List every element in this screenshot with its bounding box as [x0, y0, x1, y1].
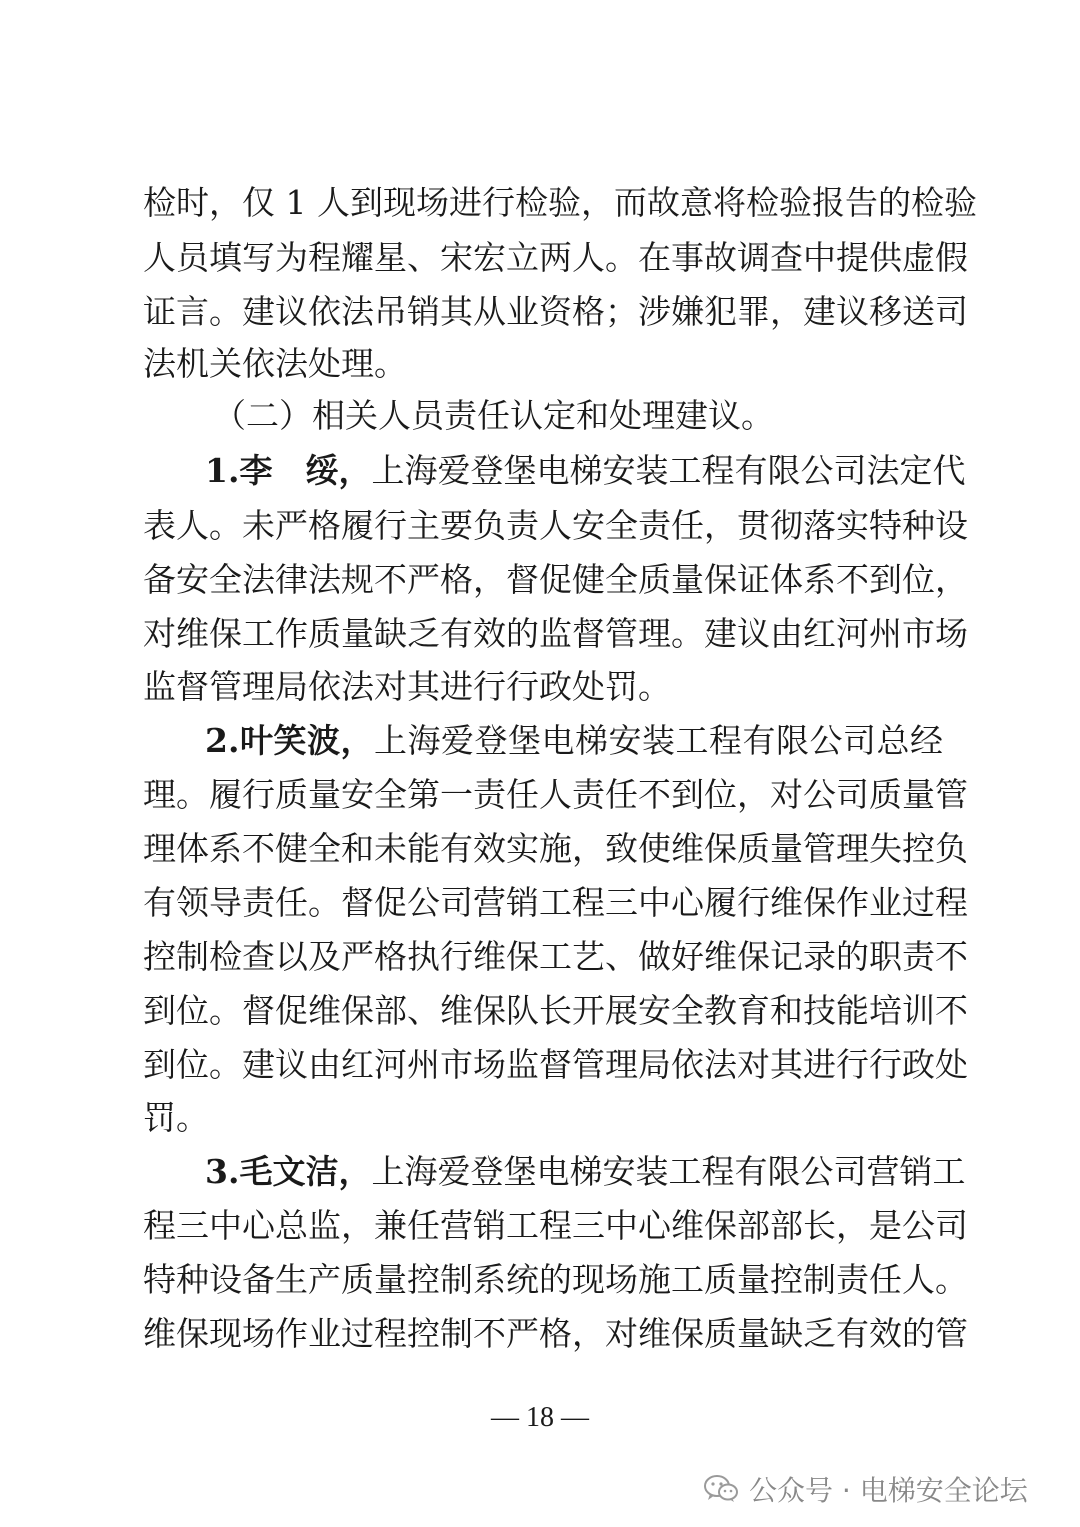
- wechat-icon: [703, 1474, 739, 1504]
- page-number: — 18 —: [491, 1402, 589, 1433]
- body-line: 备安全法律法规不严格，督促健全质量保证体系不到位，: [143, 560, 968, 599]
- item-1-first-line: 1.李 绥，上海爱登堡电梯安装工程有限公司法定代: [205, 451, 966, 490]
- item-3-name: 3.毛文洁，: [205, 1152, 372, 1191]
- body-line: 检时，仅 1 人到现场进行检验，而故意将检验报告的检验: [143, 183, 977, 222]
- body-line: 法机关依法处理。: [143, 344, 407, 383]
- body-line: 理。履行质量安全第一责任人责任不到位，对公司质量管: [143, 775, 968, 814]
- body-line: 维保现场作业过程控制不严格，对维保质量缺乏有效的管: [143, 1314, 968, 1353]
- body-line: 监督管理局依法对其进行行政处罚。: [143, 667, 671, 706]
- body-line: 罚。: [143, 1098, 209, 1137]
- body-line: 到位。建议由红河州市场监督管理局依法对其进行行政处: [143, 1045, 968, 1084]
- body-line: 证言。建议依法吊销其从业资格；涉嫌犯罪，建议移送司: [143, 292, 968, 331]
- item-1-name: 1.李 绥，: [205, 451, 372, 490]
- body-line: 特种设备生产质量控制系统的现场施工质量控制责任人。: [143, 1260, 968, 1299]
- item-3-first-line: 3.毛文洁，上海爱登堡电梯安装工程有限公司营销工: [205, 1152, 966, 1191]
- body-line: 到位。督促维保部、维保队长开展安全教育和技能培训不: [143, 991, 968, 1030]
- section-heading: （二）相关人员责任认定和处理建议。: [213, 396, 774, 435]
- watermark: [703, 1464, 1028, 1514]
- body-line: 理体系不健全和未能有效实施，致使维保质量管理失控负: [143, 829, 968, 868]
- body-line: 控制检查以及严格执行维保工艺、做好维保记录的职责不: [143, 937, 968, 976]
- body-line: 程三中心总监，兼任营销工程三中心维保部部长，是公司: [143, 1206, 968, 1245]
- item-2-first-line: 2.叶笑波，上海爱登堡电梯安装工程有限公司总经: [205, 721, 944, 760]
- item-2-name: 2.叶笑波，: [205, 721, 374, 760]
- body-line: 对维保工作质量缺乏有效的监督管理。建议由红河州市场: [143, 614, 968, 653]
- body-line: 人员填写为程耀星、宋宏立两人。在事故调查中提供虚假: [143, 238, 968, 277]
- watermark-label: 公众号 · 电梯安全论坛: [749, 1474, 1028, 1507]
- body-line: 表人。未严格履行主要负责人安全责任，贯彻落实特种设: [143, 506, 968, 545]
- body-line: 有领导责任。督促公司营销工程三中心履行维保作业过程: [143, 883, 968, 922]
